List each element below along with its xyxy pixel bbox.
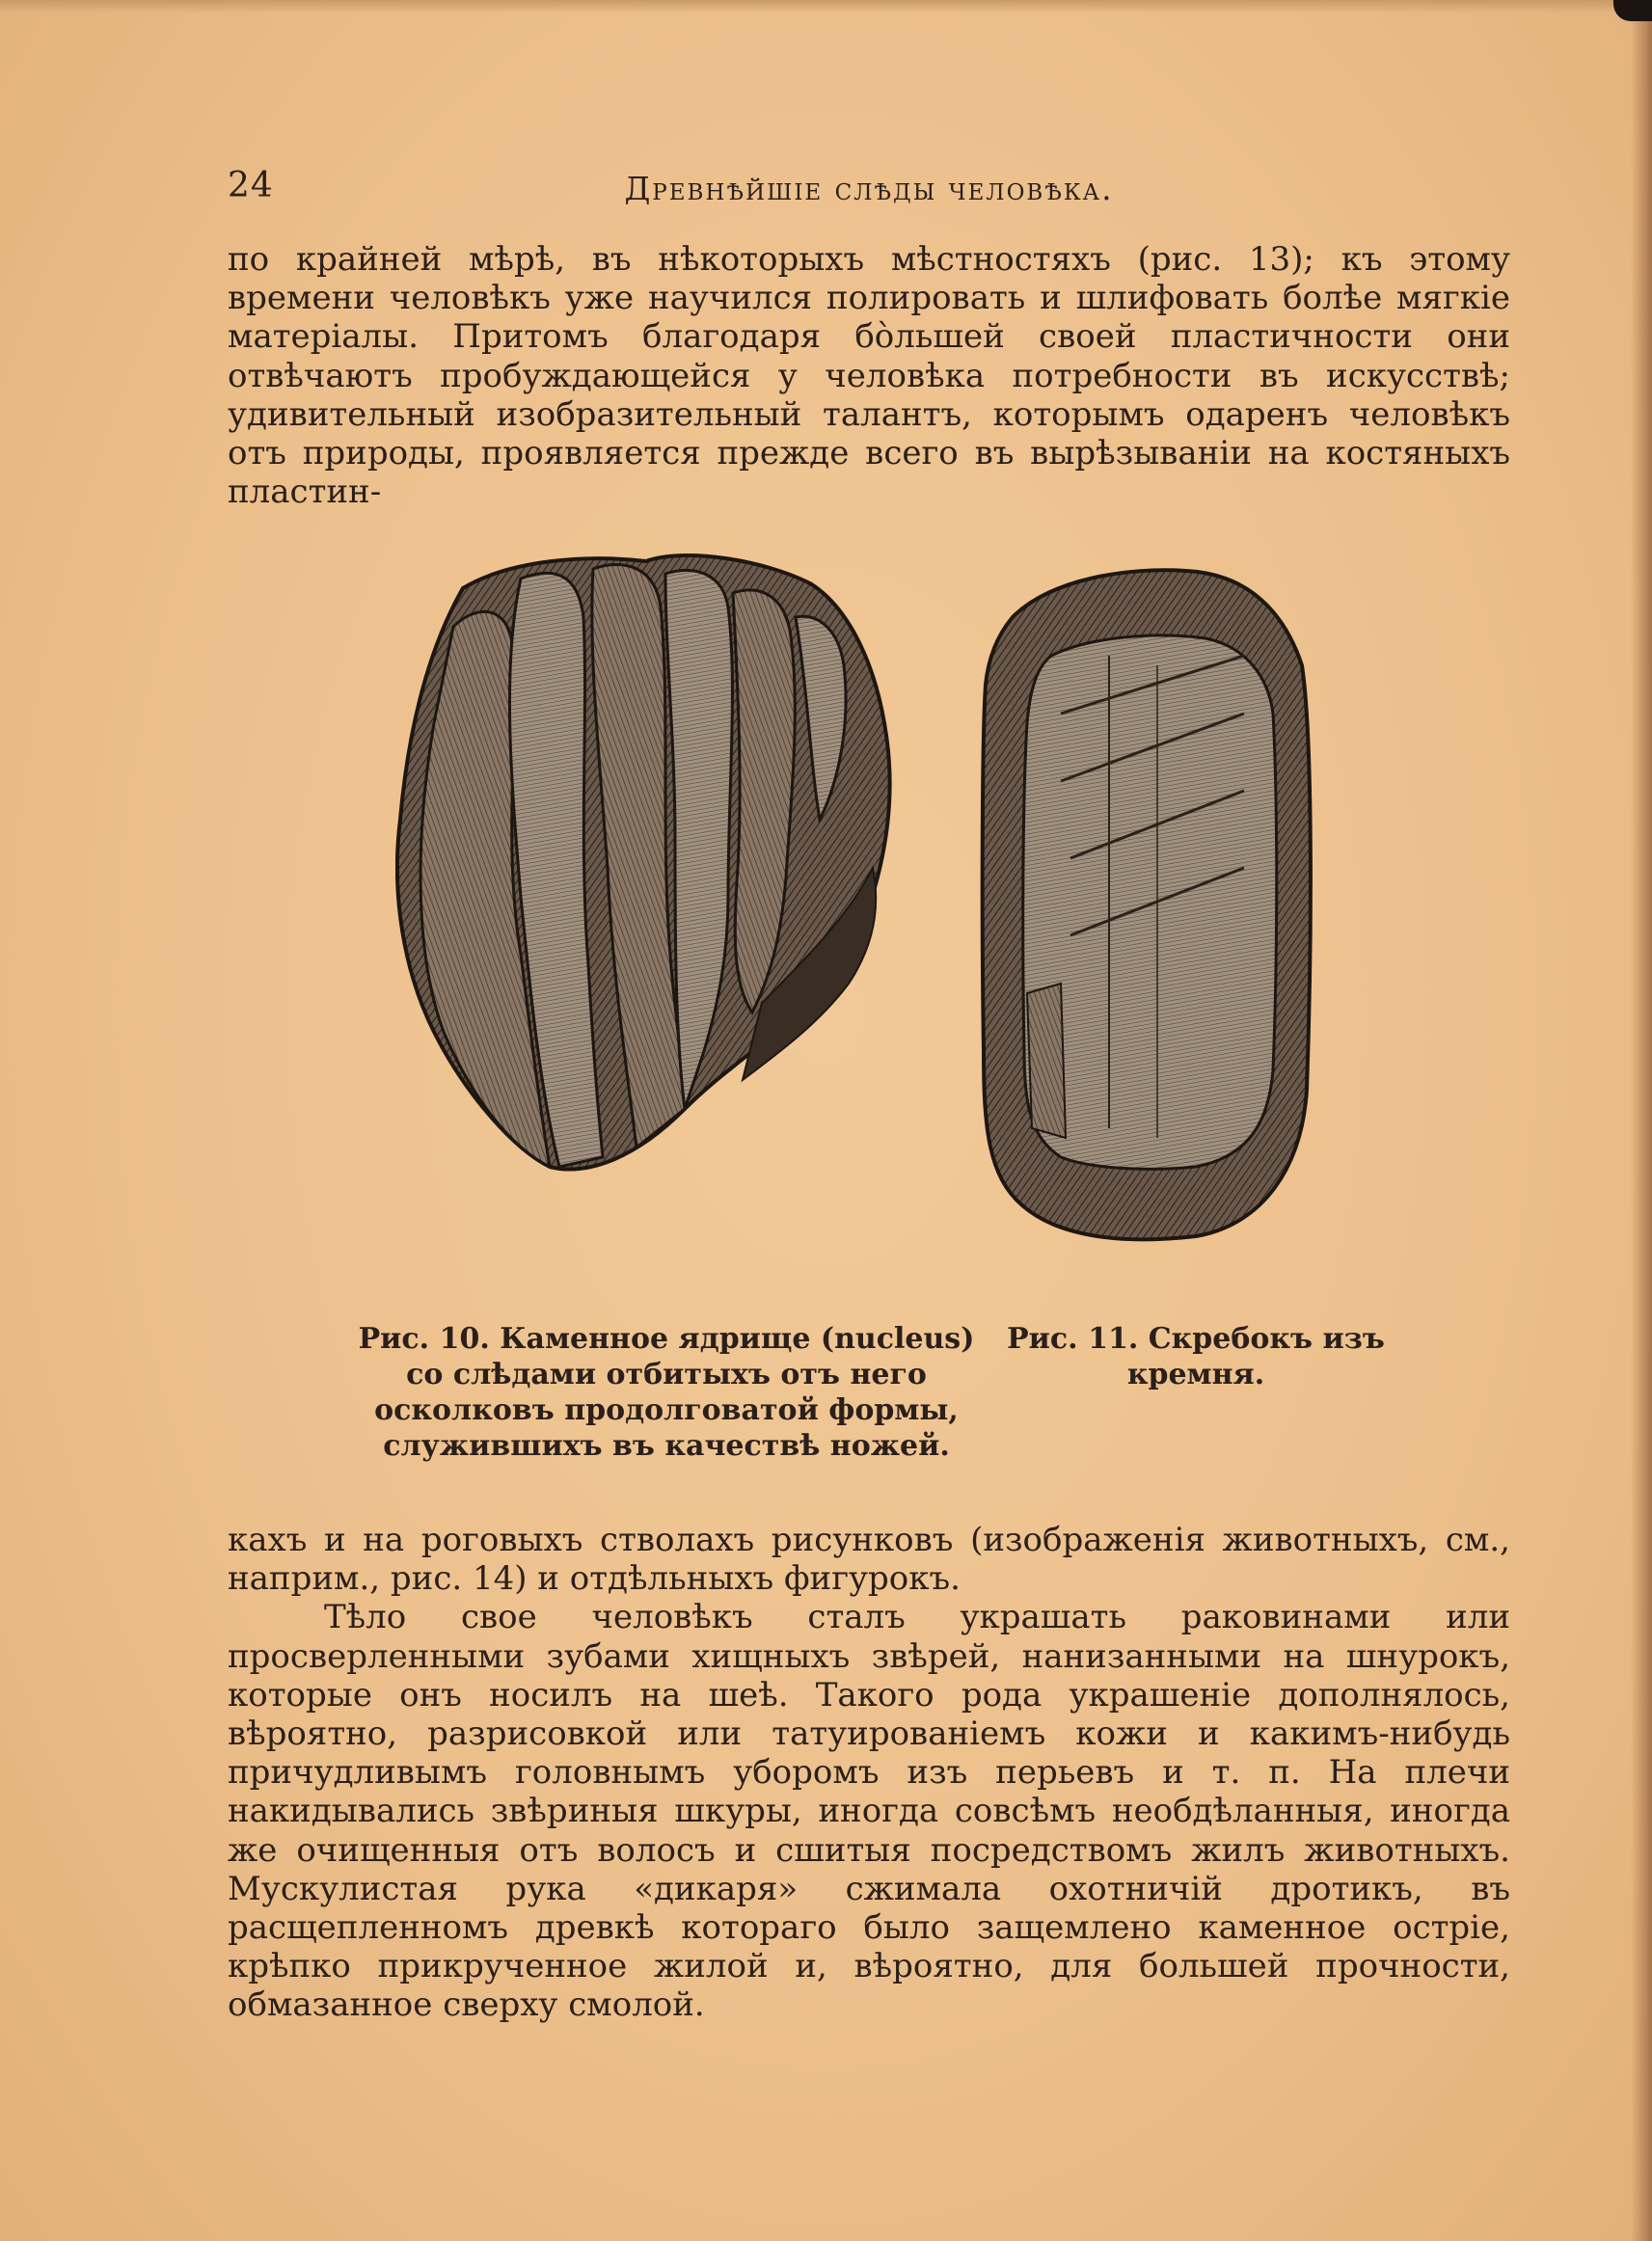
figure-10-caption: Рис. 10. Каменное ядрище (nucleus) со слѣдами отбитыхъ отъ него осколковъ продолговатой формы, служившихъ въ качествѣ ножей. <box>358 1322 975 1463</box>
page-edge-shadow-top <box>0 0 1652 14</box>
paragraph-bottom <box>228 1521 1510 2025</box>
figure-10-nucleus-drawing <box>397 555 890 1169</box>
running-title: Древнѣйшіе слѣды человѣка. <box>624 170 1114 207</box>
figure-11-caption: Рис. 11. Скребокъ изъ кремня. <box>1007 1322 1385 1391</box>
page-edge-shadow-right <box>1631 0 1652 2241</box>
paragraph-bottom-body: Тѣло свое человѣкъ сталъ украшать раковинами или просверленными зубами хищныхъ звѣрей, нанизанными на шнурокъ, которые онъ носилъ на шеѣ. Такого рода украшеніе дополнялось, вѣроятно, разрисовкой или татуированіемъ кожи и какимъ-нибудь причудливымъ головнымъ уборомъ изъ перьевъ и т. п. На плечи накидывались звѣриныя шкуры, иногда совсѣмъ необдѣланныя, иногда же очищенныя отъ волосъ и сшитыя посредствомъ жилъ животныхъ. Мускулистая рука «дикаря» сжимала охотничій дротикъ, въ расщепленномъ древкѣ котораго было защемлено каменное остріе, крѣпко прикрученное жилой и, вѣроятно, для большей прочности, обмазанное сверху смолой. <box>228 1598 1510 2025</box>
page-header <box>228 160 1510 218</box>
page-number: 24 <box>228 166 274 205</box>
paragraph-bottom-continuation: кахъ и на роговыхъ стволахъ рисунковъ (изображенія животныхъ, см., наприм., рис. 14) и отдѣльныхъ фигурокъ. <box>228 1521 1510 1599</box>
ink-blot <box>1613 0 1652 21</box>
paragraph-top: по крайней мѣрѣ, въ нѣкоторыхъ мѣстностяхъ (рис. 13); къ этому времени человѣкъ уже научился полировать и шлифовать болѣе мягкіе матеріалы. Притомъ благодаря бо̀льшей своей пластичности они отвѣчаютъ пробуждающейся у человѣка потребности въ искусствѣ; удивительный изобразительный талантъ, которымъ одаренъ человѣкъ отъ природы, проявляется прежде всего въ вырѣзываніи на костяныхъ пластин- <box>228 240 1510 512</box>
figure-11-scraper-drawing <box>983 570 1311 1239</box>
figures-illustration <box>395 550 1341 1263</box>
